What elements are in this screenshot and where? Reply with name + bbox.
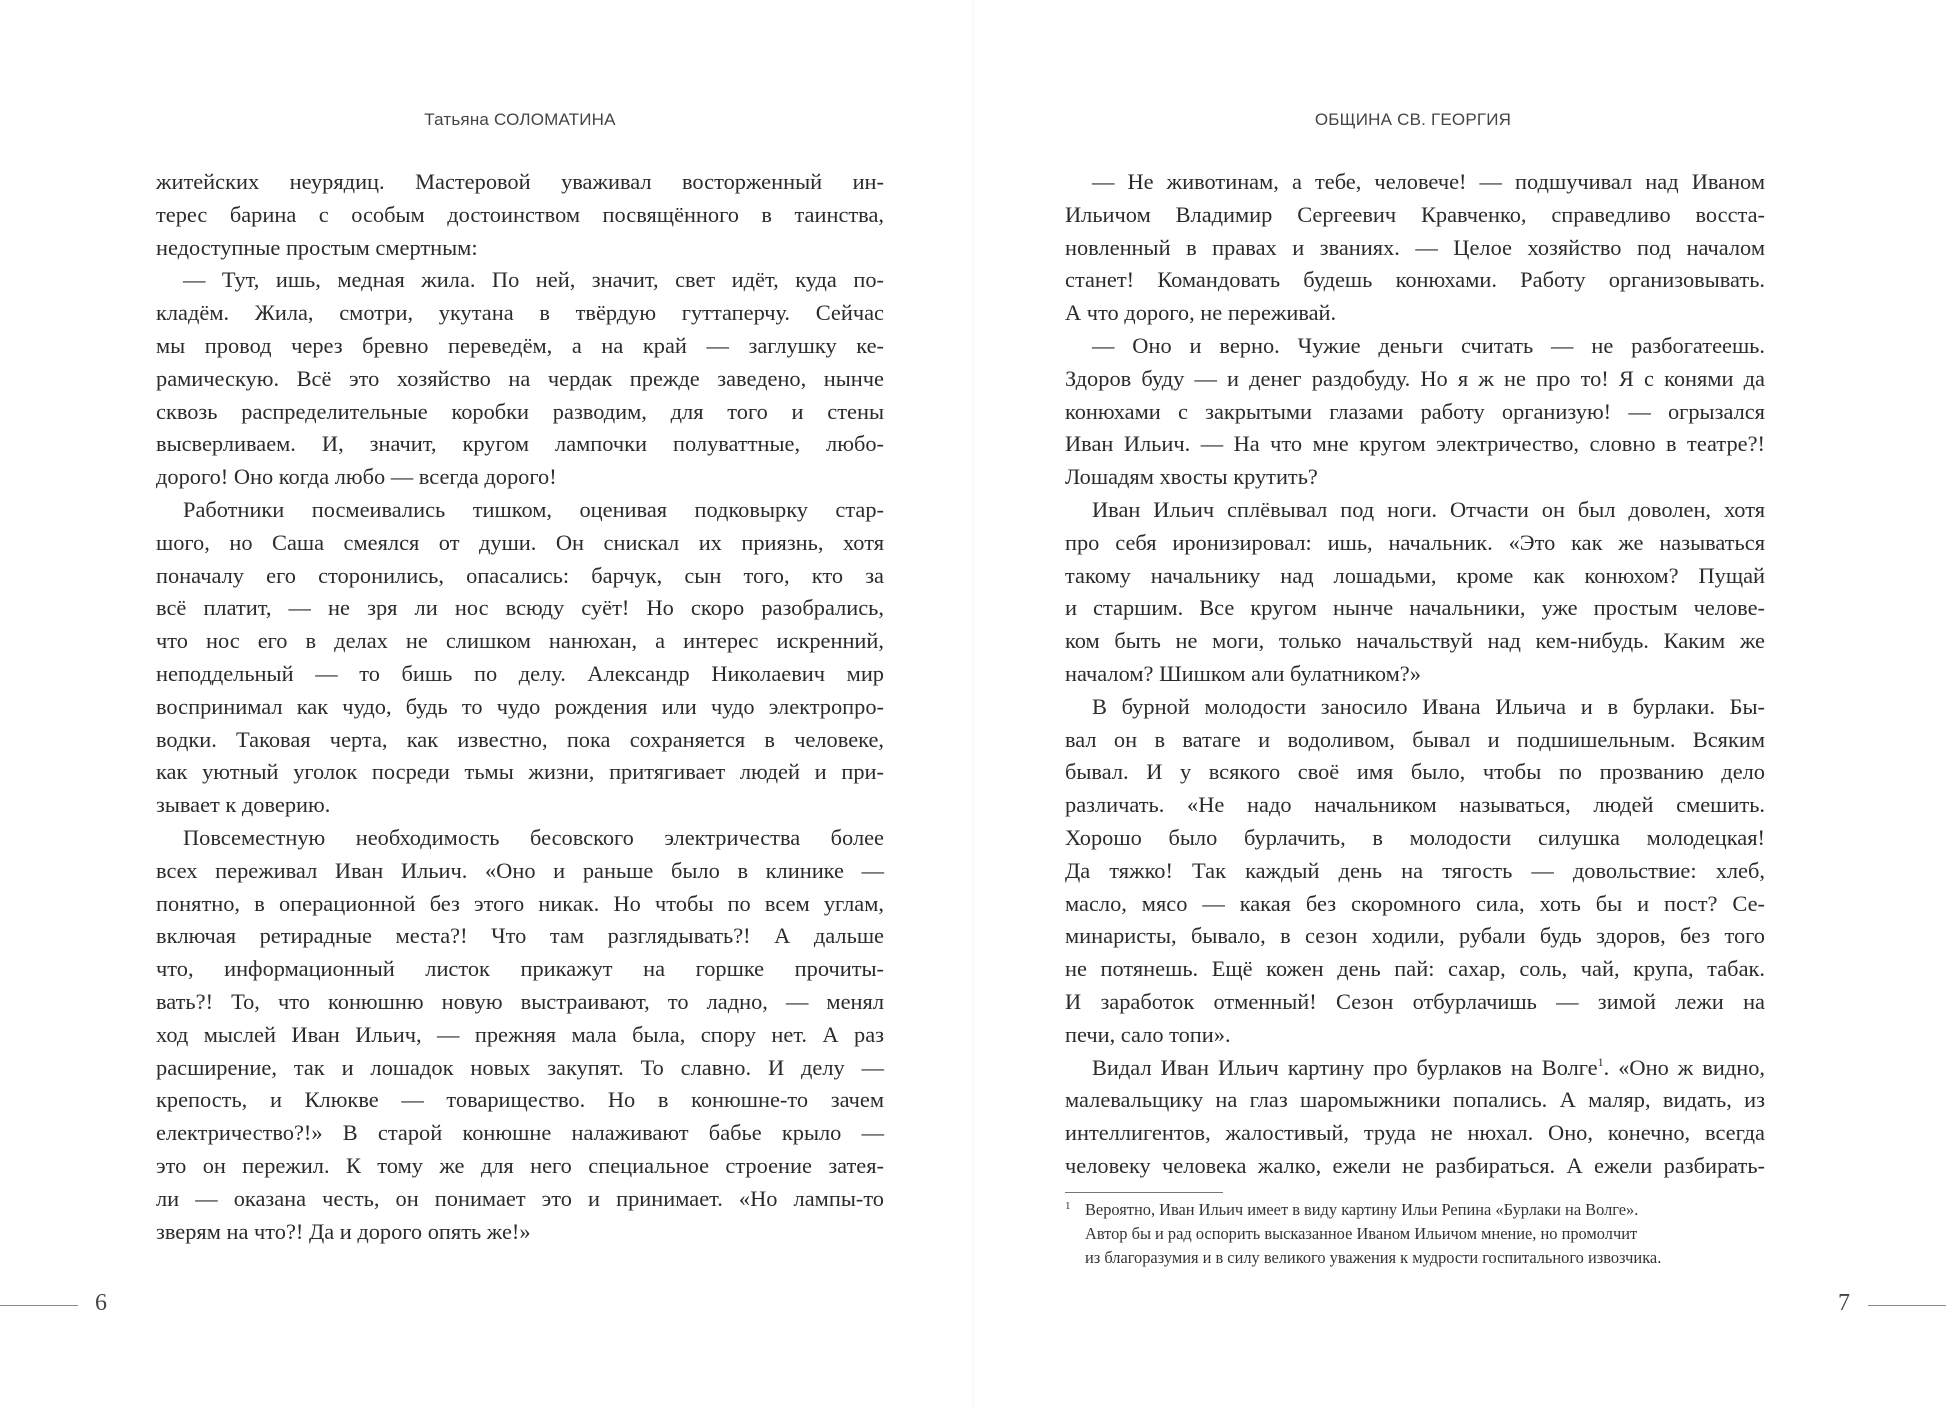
text-line: ли — оказана честь, он понимает это и принимает. «Но лампы-то xyxy=(156,1185,884,1211)
text-line: А что дорого, не переживай. xyxy=(1065,300,1337,326)
text-line: Повсеместную необходимость бесовского электричества более xyxy=(183,824,884,850)
text-line: шого, но Саша смеялся от души. Он снискал их приязнь, хотя xyxy=(156,529,884,555)
text-line: житейских неурядиц. Мастеровой уваживал восторженный ин- xyxy=(156,169,884,194)
text-line: Иван Ильич сплёвывал под ноги. Отчасти он был доволен, хотя xyxy=(1092,496,1765,522)
text-line: рамическую. Всё это хозяйство на чердак прежде заведено, нынче xyxy=(156,365,884,391)
text-line: поначалу его сторонились, опасались: барчук, сын того, кто за xyxy=(156,562,884,588)
text-line: зверям на что?! Да и дорого опять же!» xyxy=(156,1218,531,1244)
text-line: конюхами с закрытыми глазами работу организую! — огрызался xyxy=(1065,398,1765,424)
text-line: дорого! Оно когда любо — всегда дорого! xyxy=(156,464,557,490)
text-line: вать?! То, что конюшню новую выстраивают, то ладно, — менял xyxy=(156,988,884,1014)
text-line: Да тяжко! Так каждый день на тягость — довольствие: хлеб, xyxy=(1065,857,1765,883)
text-line: малевальщику на глаз шаромыжники попались. А маляр, видать, из xyxy=(1065,1087,1765,1113)
footnote-line xyxy=(1065,1198,1765,1222)
text-line: Здоров буду — и денег раздобуду. Но я ж не про то! Я с конями да xyxy=(1065,365,1765,391)
text-line: не потянешь. Ещё кожен день пай: сахар, соль, чай, крупа, табак. xyxy=(1065,956,1765,982)
footnote-reference: 1 xyxy=(1597,1054,1604,1069)
running-head-author: Татьяна СОЛОМАТИНА xyxy=(424,110,616,129)
text-line: недоступные простым смертным: xyxy=(156,234,478,260)
text-line: ход мыслей Иван Ильич, — прежняя мала была, спору нет. А раз xyxy=(156,1021,884,1047)
text-line: высверливаем. И, значит, кругом лампочки полуваттные, любо- xyxy=(156,431,884,457)
page-number: 6 xyxy=(95,1290,107,1316)
text-line: ком быть не моги, только начальствуй над кем-нибудь. Каким же xyxy=(1065,628,1765,654)
body-text xyxy=(1065,166,1765,1183)
text-line: вал он в ватаге и водоливом, бывал и подшишельным. Всяким xyxy=(1065,726,1765,752)
body-text xyxy=(156,166,884,1248)
text-line: расширение, так и лошадок новых закупят. То славно. И делу — xyxy=(156,1054,884,1080)
text-line: и старшим. Все кругом нынче начальники, уже простым челове- xyxy=(1065,595,1765,621)
text-line: Иван Ильич. — На что мне кругом электричество, словно в театре?! xyxy=(1065,431,1765,457)
page-number: 7 xyxy=(1838,1290,1850,1316)
footnote-rule xyxy=(1065,1192,1223,1193)
text-line: что, информационный листок прикажут на горшке прочиты- xyxy=(156,956,884,982)
footnote-mark: 1 xyxy=(1065,1200,1071,1212)
text-line: минаристы, бывало, в сезон ходили, рубали будь здоров, без того xyxy=(1065,923,1765,949)
running-head-title: ОБЩИНА СВ. ГЕОРГИЯ xyxy=(1314,110,1512,129)
text-line: понятно, в операционной без этого никак. Но чтобы по всем углам, xyxy=(156,890,884,916)
text-line: Ильичом Владимир Сергеевич Кравченко, справедливо восста- xyxy=(1065,201,1765,227)
text-line: Работники посмеивались тишком, оценивая подковырку стар- xyxy=(183,496,884,522)
text-line: зывает к доверию. xyxy=(156,792,331,818)
text-line: станет! Командовать будешь конюхами. Работу организовывать. xyxy=(1065,267,1765,293)
text-line: водки. Таковая черта, как известно, пока сохраняется в человеке, xyxy=(156,726,884,752)
text-line: началом? Шишком али булатником?» xyxy=(1065,660,1421,686)
right-page xyxy=(973,0,1946,1408)
text-line: Лошадям хвосты крутить? xyxy=(1065,464,1318,490)
footnote-line: из благоразумия и в силу великого уважения к мудрости госпитального извозчика. xyxy=(1085,1248,1662,1267)
footnote xyxy=(1065,1198,1765,1270)
text-line: это он пережил. К тому же для него специальное строение затея- xyxy=(156,1152,884,1178)
text-line: включая ретирадные места?! Что там разглядывать?! А дальше xyxy=(156,923,884,949)
folio-rule xyxy=(0,1305,78,1306)
text-line: крепость, и Клюкве — товарищество. Но в конюшне-то зачем xyxy=(156,1087,884,1113)
text-line: — Не животинам, а тебе, человече! — подшучивал над Иваном xyxy=(1092,169,1765,194)
text-line: как уютный уголок посреди тьмы жизни, притягивает людей и при- xyxy=(156,759,884,785)
text-line: — Оно и верно. Чужие деньги считать — не разбогатеешь. xyxy=(1092,332,1765,358)
text-line: И заработок отменный! Сезон отбурлачишь — зимой лежи на xyxy=(1065,988,1765,1014)
text-line: Хорошо было бурлачить, в молодости силушка молодецкая! xyxy=(1065,824,1765,850)
text-line: человеку человека жалко, ежели не разбираться. А ежели разбирать- xyxy=(1065,1152,1765,1178)
folio-rule xyxy=(1868,1305,1946,1306)
text-line: что нос его в делах не слишком нанюхан, а интерес искренний, xyxy=(156,628,884,654)
text-line: сквозь распределительные коробки разводим, для того и стены xyxy=(156,398,884,424)
text-line: всех переживал Иван Ильич. «Оно и раньше было в клинике — xyxy=(156,857,884,883)
text-line: такому начальнику над лошадьми, кроме как конюхом? Пущай xyxy=(1065,562,1765,588)
text-line: бывал. И у всякого своё имя было, чтобы по прозванию дело xyxy=(1065,759,1765,785)
text-line: про себя иронизировал: ишь, начальник. «Это как же называться xyxy=(1065,529,1765,555)
text-line: кладём. Жила, смотри, укутана в твёрдую гуттаперчу. Сейчас xyxy=(156,300,884,326)
text-line: различать. «Не надо начальником называться, людей смешить. xyxy=(1065,792,1765,818)
text-line: воспринимал как чудо, будь то чудо рождения или чудо электропро- xyxy=(156,693,884,719)
text-line: В бурной молодости заносило Ивана Ильича и в бурлаки. Бы- xyxy=(1092,693,1765,719)
footnote-text: Вероятно, Иван Ильич имеет в виду картину Ильи Репина «Бурлаки на Волге». xyxy=(1085,1200,1639,1219)
text-line: неподдельный — то бишь по делу. Александр Николаевич мир xyxy=(156,660,884,686)
text-line: електричество?!» В старой конюшне налаживают бабье крыло — xyxy=(156,1120,884,1146)
footnote-line: Автор бы и рад оспорить высказанное Иваном Ильичом мнение, но промолчит xyxy=(1085,1224,1638,1243)
text-line: масло, мясо — какая без скоромного сила, хоть бы и пост? Се- xyxy=(1065,890,1765,916)
text-line: — Тут, ишь, медная жила. По ней, значит, свет идёт, куда по- xyxy=(183,267,884,293)
text-line: печи, сало топи». xyxy=(1065,1021,1231,1047)
text-line: всё платит, — не зря ли нос всюду суёт! Но скоро разобрались, xyxy=(156,595,884,621)
text-line: мы провод через бревно переведём, а на край — заглушку ке- xyxy=(156,332,884,358)
text-line: новленный в правах и званиях. — Целое хозяйство под началом xyxy=(1065,234,1765,260)
text-line: интеллигентов, жалостивый, труда не нюхал. Оно, конечно, всегда xyxy=(1065,1120,1765,1146)
text-line: Видал Иван Ильич картину про бурлаков на Волге$^1$. «Оно ж видно, xyxy=(1092,1054,1765,1080)
text-line: терес барина с особым достоинством посвящённого в таинства, xyxy=(156,201,884,227)
